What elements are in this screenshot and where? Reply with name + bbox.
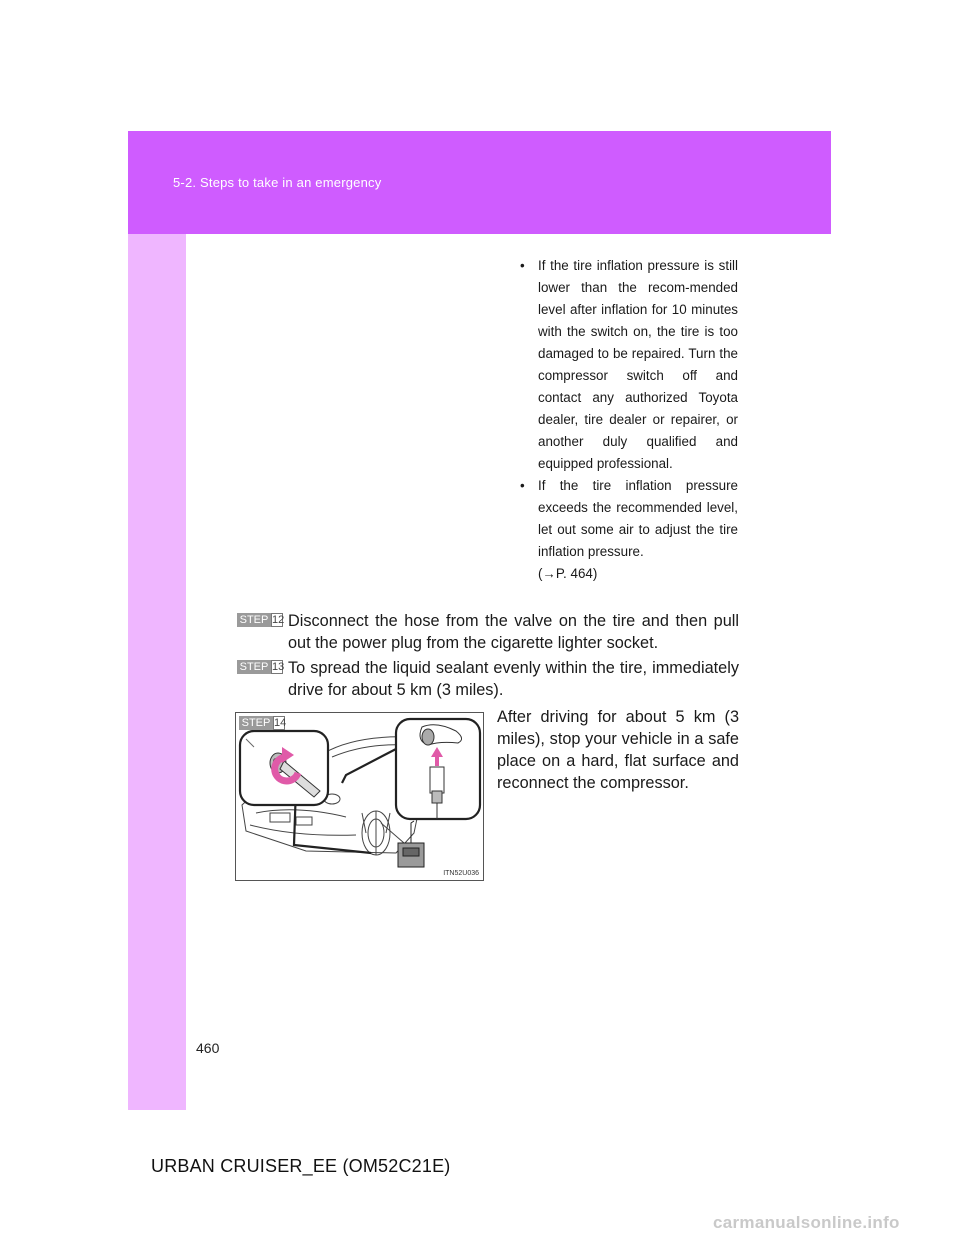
compressor-illustration bbox=[235, 712, 484, 881]
step-badge: STEP 13 bbox=[237, 660, 285, 674]
car-illustration bbox=[236, 713, 483, 880]
notes-list bbox=[520, 255, 738, 585]
step-13 bbox=[237, 657, 739, 701]
step-text: To spread the liquid sealant evenly within the tire, immediately drive for about 5 km (3 miles). bbox=[288, 659, 739, 699]
sidebar-tab bbox=[128, 234, 186, 1110]
step-badge: STEP 12 bbox=[237, 613, 285, 627]
step-badge: STEP 14 bbox=[239, 716, 287, 730]
watermark: carmanualsonline.info bbox=[713, 1213, 900, 1232]
note-item: • If the tire inflation pressure is still lower than the recom-mended level after inflation for 10 minutes with the switch on, the tire is too damaged to be repaired. Turn the compressor switch off and contact any authorized Toyota dealer, tire dealer or repairer, or another duly qualified and equipped professional. bbox=[520, 255, 738, 475]
note-item: • If the tire inflation pressure exceeds the recommended level, let out some air to adjust the tire inflation pressure. (→P. 464) bbox=[520, 475, 738, 585]
footer-model: URBAN CRUISER_EE (OM52C21E) bbox=[151, 1156, 451, 1176]
section-title: 5-2. Steps to take in an emergency bbox=[173, 175, 382, 190]
step-14-text: After driving for about 5 km (3 miles), stop your vehicle in a safe place on a hard, flat surface and reconnect the compressor. bbox=[497, 708, 739, 792]
section-header bbox=[128, 131, 831, 234]
page-reference[interactable]: (→P. 464) bbox=[538, 566, 598, 581]
step-12 bbox=[237, 610, 739, 654]
page-number: 460 bbox=[196, 1040, 220, 1056]
step-text: Disconnect the hose from the valve on the tire and then pull out the power plug from the cigarette lighter socket. bbox=[288, 612, 739, 652]
figure-code: ITN52U036 bbox=[443, 870, 479, 877]
